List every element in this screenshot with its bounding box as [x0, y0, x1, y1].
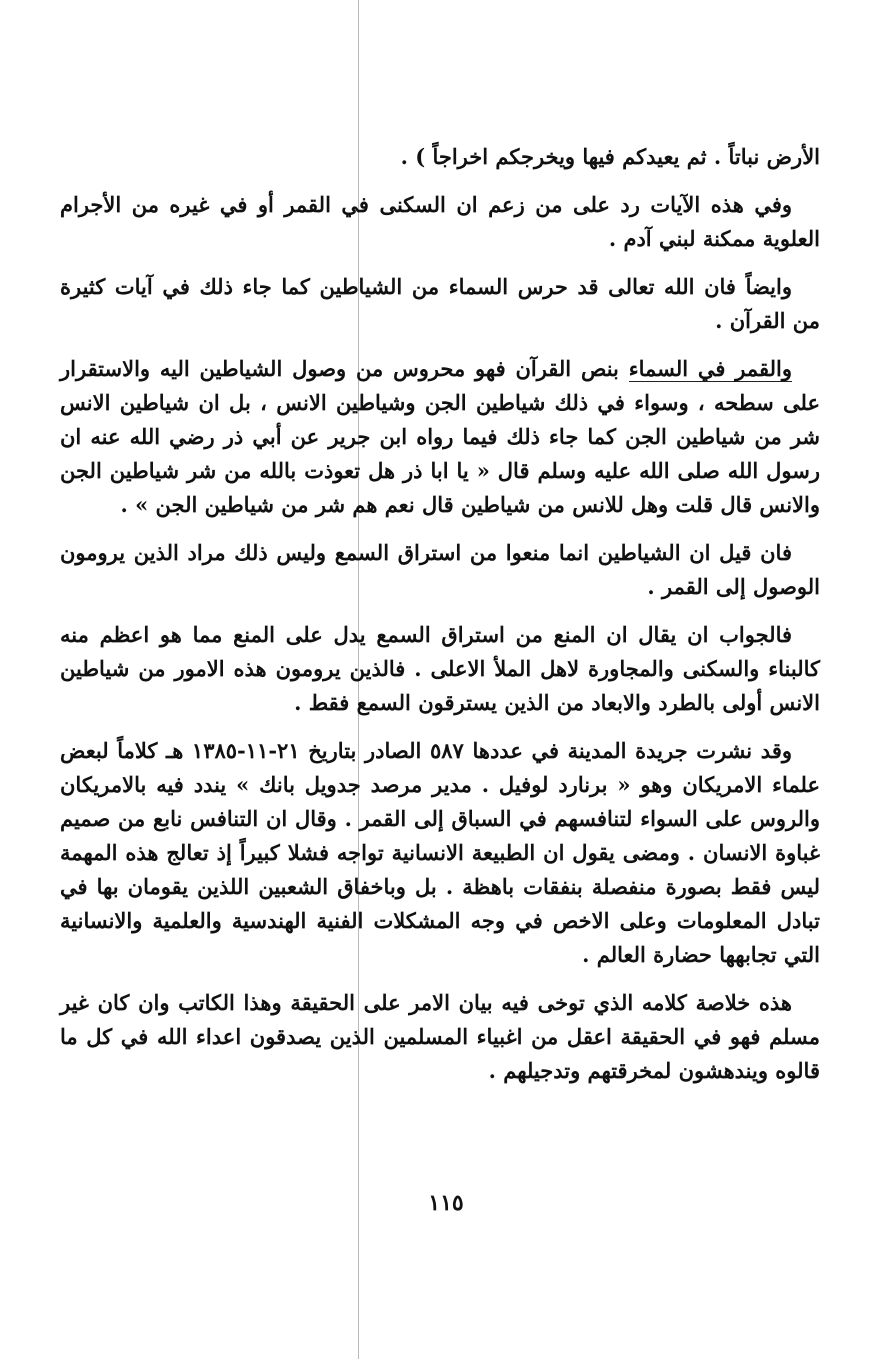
paragraph-4	[60, 352, 820, 522]
paragraph-4-first-line: بنص القرآن فهو محروس من وصول الشياطين اليه والاستقرار على	[60, 356, 821, 415]
paragraph-3: وايضاً فان الله تعالى قد حرس السماء من الشياطين كما جاء ذلك في آيات كثيرة من القرآن .	[60, 274, 820, 333]
paragraph-8: هذه خلاصة كلامه الذي توخى فيه بيان الامر على الحقيقة وهذا الكاتب وان كان غير مسلم فهو في الحقيقة اعقل من اغبياء المسلمين الذين يصدقون اعداء الله في كل ما قالوه ويندهشون لمخرقتهم وتدجيلهم .	[60, 990, 820, 1083]
paragraph-2: وفي هذه الآيات رد على من زعم ان السكنى في القمر أو في غيره من الأجرام العلوية ممكنة لبني آدم .	[60, 192, 820, 251]
paragraph-4-rest: سطحه ، وسواء في ذلك شياطين الجن وشياطين الانس ، بل ان شياطين الانس شر من شياطين الجن كما جاء ذلك فيما رواه ابن جرير عن أبي ذر رضي الله عنه ان رسول الله صلى الله عليه وسلم قال « يا ابا ذر هل تعوذت بالله من شر شياطين الجن والانس قال قلت وهل للانس من شياطين قال نعم هم شر من شياطين الجن » .	[60, 390, 820, 517]
page-body	[60, 140, 820, 1102]
underlined-phrase: والقمر في السماء	[628, 356, 792, 381]
page-number: ١١٥	[428, 1190, 464, 1216]
paragraph-6: فالجواب ان يقال ان المنع من استراق السمع يدل على المنع مما هو اعظم منه كالبناء والسكنى والمجاورة لاهل الملأ الاعلى . فالذين يرومون هذه الامور من شياطين الانس أولى بالطرد والابعاد من الذين يسترقون السمع فقط .	[60, 622, 820, 715]
paragraph-5: فان قيل ان الشياطين انما منعوا من استراق السمع وليس ذلك مراد الذين يرومون الوصول إلى القمر .	[60, 540, 820, 599]
paragraph-1: الأرض نباتاً . ثم يعيدكم فيها ويخرجكم اخراجاً ) .	[400, 144, 820, 169]
paragraph-7: وقد نشرت جريدة المدينة في عددها ٥٨٧ الصادر بتاريخ ٢١-١١-١٣٨٥ هـ كلاماً لبعض علماء الامريكان وهو « برنارد لوفيل . مدير مرصد جدويل بانك » يندد فيه بالامريكان والروس على السواء لتنافسهم في السباق إلى القمر . وقال ان التنافس نابع من صميم غباوة الانسان . ومضى يقول ان الطبيعة الانسانية تواجه فشلا كبيراً إذ تعالج هذه المهمة ليس فقط بصورة منفصلة بنفقات باهظة . بل وباخفاق الشعبين اللذين يقومان بها في تبادل المعلومات وعلى الاخص في وجه المشكلات الفنية الهندسية والعلمية والانسانية التي تجابهها حضارة العالم .	[60, 738, 820, 967]
